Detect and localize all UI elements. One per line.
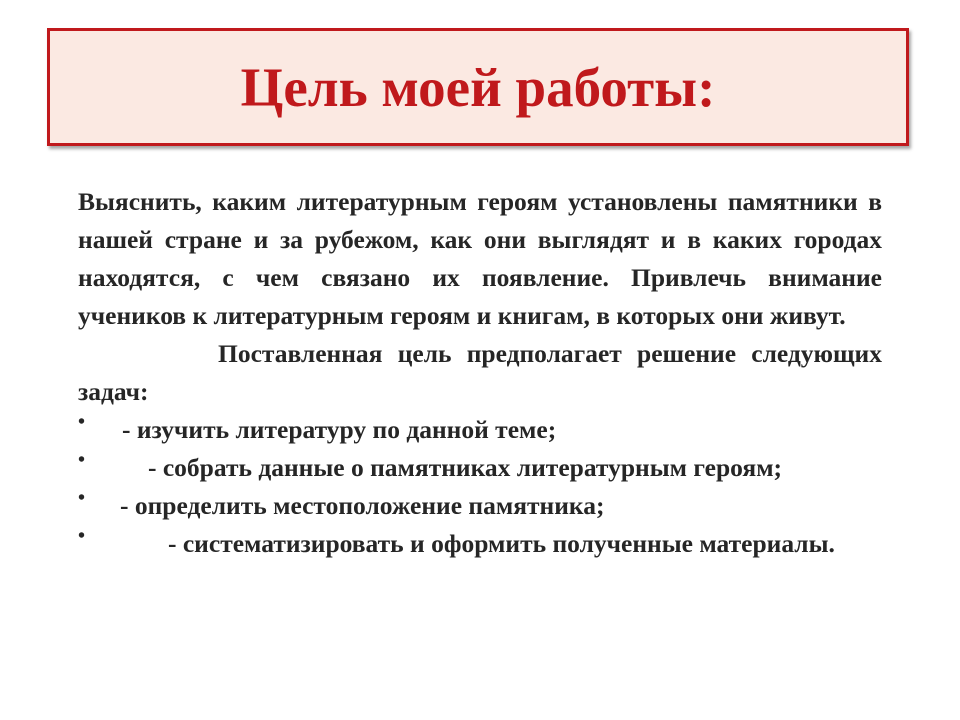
task-item bbox=[78, 449, 882, 487]
task-list bbox=[78, 411, 882, 563]
slide-body bbox=[78, 183, 882, 563]
goal-paragraph: Выяснить, каким литературным героям установлены памятники в нашей стране и за рубежом, как они выглядят и в каких городах находятся, с чем связано их появление. Привлечь внимание учеников к литературным героям и книгам, в которых они живут. bbox=[78, 187, 882, 330]
bullet-icon: • bbox=[78, 411, 86, 433]
task-item bbox=[78, 525, 882, 563]
task-text: - систематизировать и оформить полученные материалы. bbox=[168, 529, 835, 558]
title-box bbox=[47, 28, 909, 146]
tasks-intro: Поставленная цель предполагает решение следующих задач: bbox=[78, 339, 882, 406]
task-item bbox=[78, 411, 882, 449]
slide-title: Цель моей работы: bbox=[240, 56, 716, 118]
bullet-icon: • bbox=[78, 525, 86, 547]
task-text: - изучить литературу по данной теме; bbox=[122, 415, 557, 444]
task-text: - собрать данные о памятниках литературным героям; bbox=[148, 453, 783, 482]
task-text: - определить местоположение памятника; bbox=[120, 491, 605, 520]
task-item bbox=[78, 487, 882, 525]
bullet-icon: • bbox=[78, 449, 86, 471]
bullet-icon: • bbox=[78, 487, 86, 509]
